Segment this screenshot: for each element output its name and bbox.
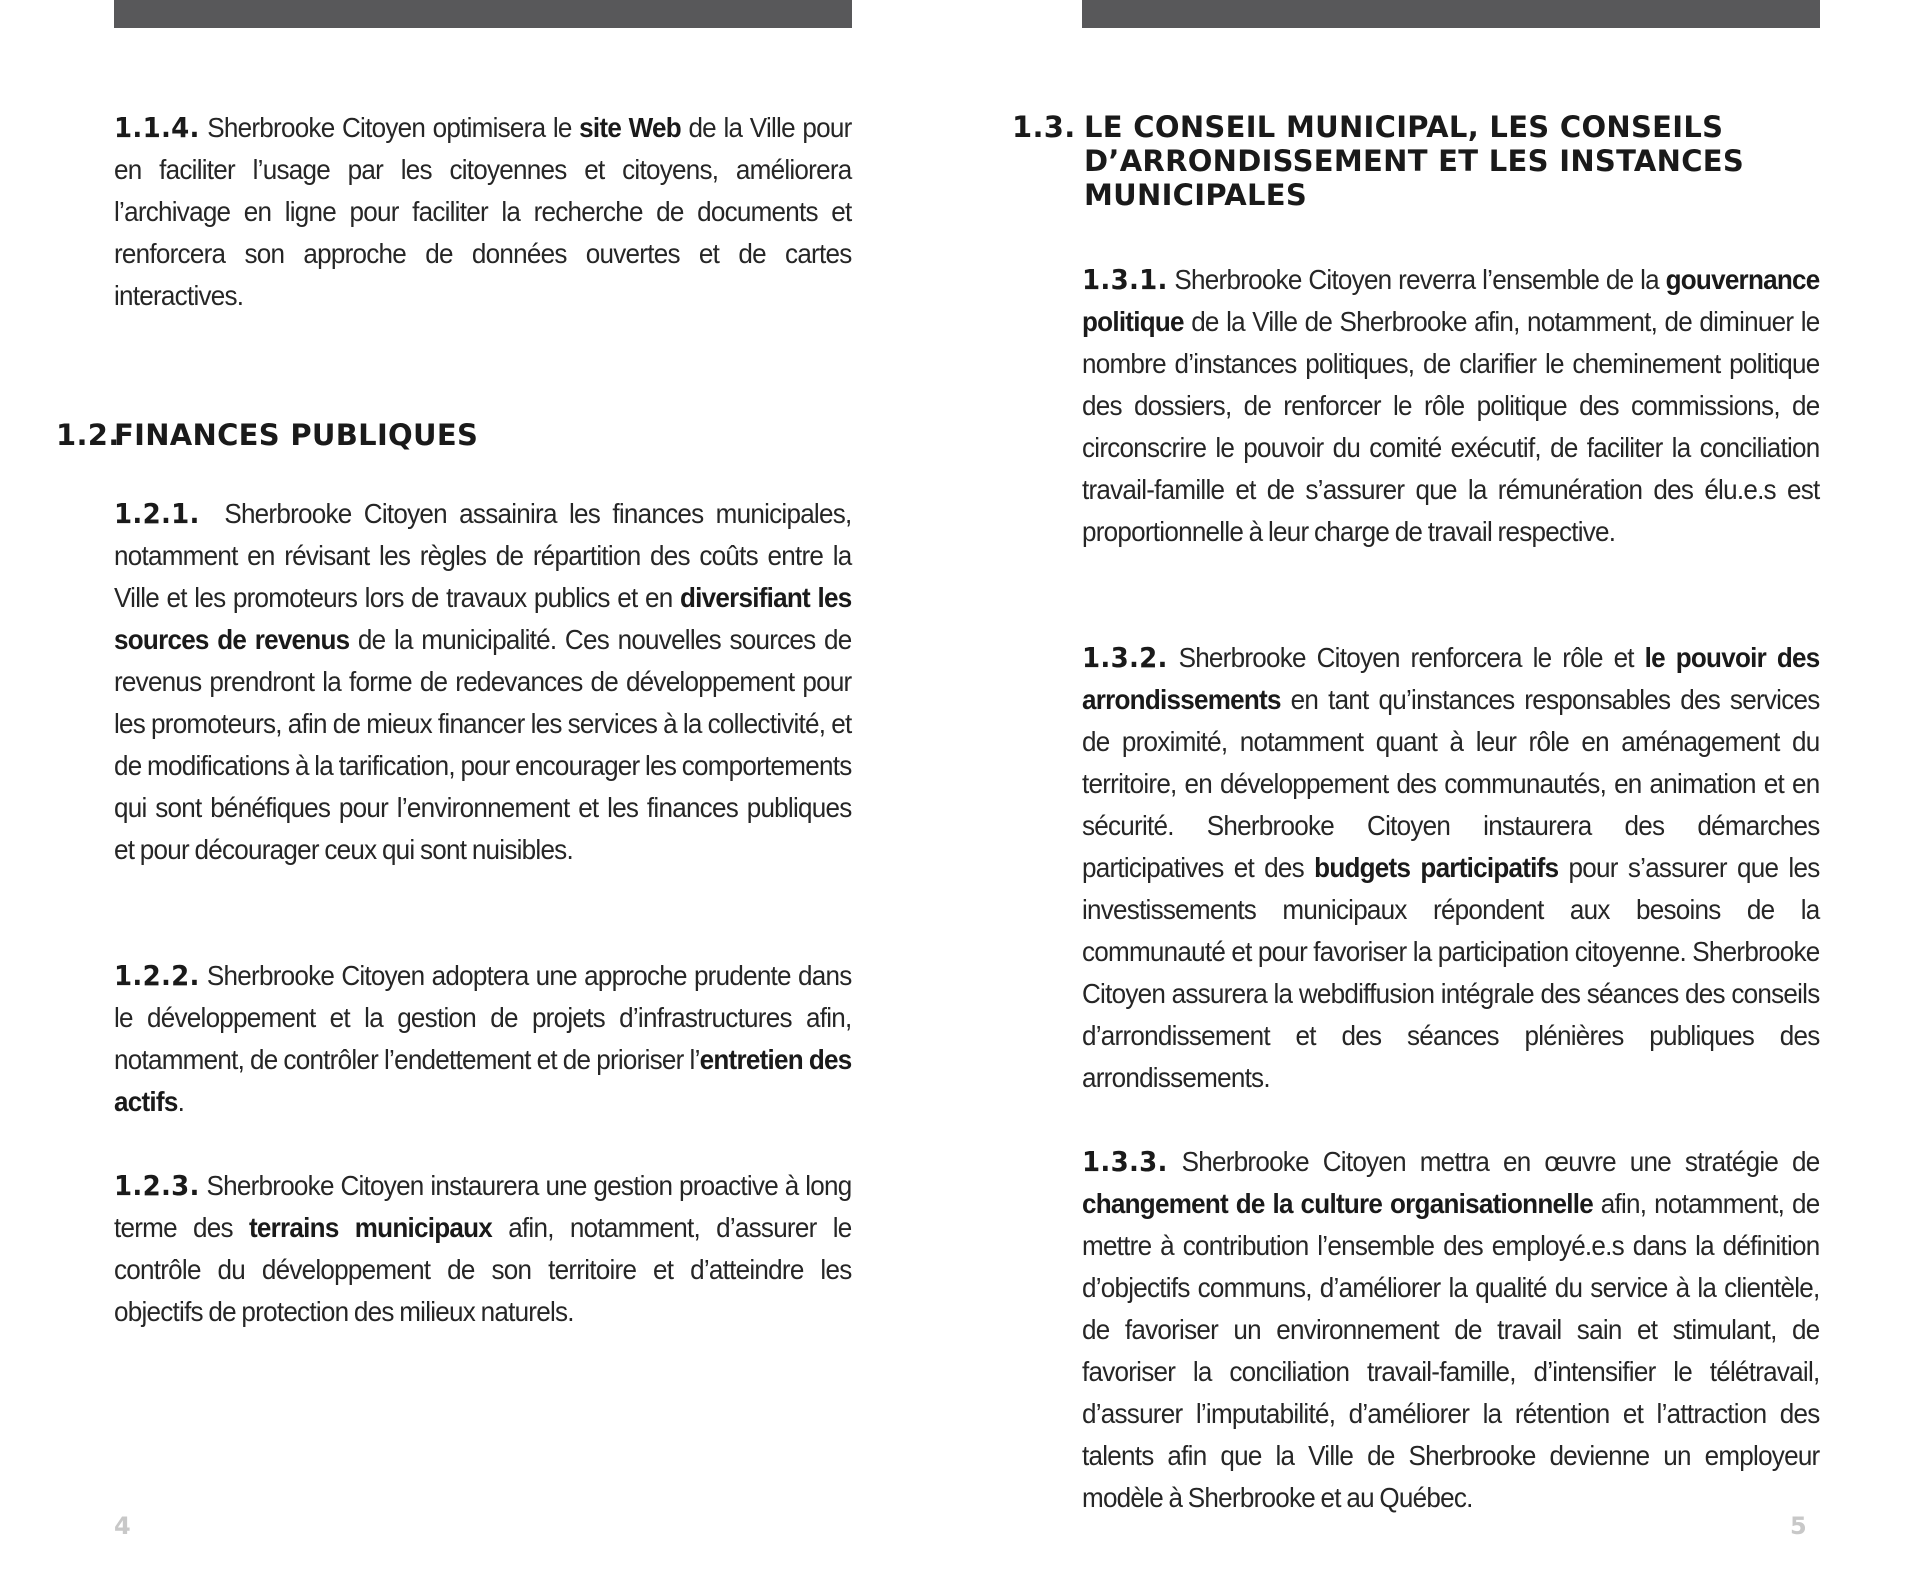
paragraph-1-2-1: 1.2.1. Sherbrooke Citoyen assainira les finances municipales, notamment en révisant les règles de répartition des coûts entre la Ville et les promoteurs lors de travaux publics et en diversifiant les sources de revenus de la municipalité. Ces nouvelles sources de revenus prendront la forme de redevances de développement pour les promoteurs, afin de mieux financer les services à la collectivité, et de modifications à la tarification, pour encourager les comportements qui sont bénéfiques pour l’environnement et les finances publiques et pour décourager ceux qui sont nuisibles. xyxy=(114,497,858,865)
paragraph-1-3-3: 1.3.3. Sherbrooke Citoyen mettra en œuvre une stratégie de changement de la culture organisationnelle afin, notamment, de mettre à contribution l’ensemble des employé.e.s dans la définition d’objectifs communs, d’améliorer la qualité du service à la clientèle, de favoriser un environnement de travail sain et stimulant, de favoriser la conciliation travail-famille, d’intensifier le télétravail, d’assurer l’imputabilité, d’améliorer la rétention et l’attraction des talents afin que la Ville de Sherbrooke devienne un employeur modèle à Sherbrooke et au Québec. xyxy=(1082,1145,1820,1513)
page-number-right: 5 xyxy=(1790,1512,1807,1540)
section-number: 1.3. xyxy=(1012,110,1076,144)
section-title-line-3: MUNICIPALES xyxy=(1084,178,1308,212)
section-number: 1.2. xyxy=(56,418,120,452)
page-number-left: 4 xyxy=(114,1512,131,1540)
section-title-line-1: LE CONSEIL MUNICIPAL, LES CONSEILS xyxy=(1084,110,1724,144)
paragraph-1-1-4: 1.1.4. Sherbrooke Citoyen optimisera le site Web de la Ville pour en faciliter l’usage par les citoyennes et citoyens, améliorera l’archivage en ligne pour faciliter la recherche de documents et renforcera son approche de données ouvertes et de cartes interactives. xyxy=(114,111,852,311)
paragraph-1-3-1: 1.3.1. Sherbrooke Citoyen reverra l’ensemble de la gouvernance politique de la Ville de Sherbrooke afin, notamment, de diminuer le nombre d’instances politiques, de clarifier le cheminement politique des dossiers, de renforcer le rôle politique des commissions, de circonscrire le pouvoir du comité exécutif, de faciliter la conciliation travail-famille et de s’assurer que la rémunération des élu.e.s est proportionnelle à leur charge de travail respective. xyxy=(1082,263,1820,547)
right-page-header-bar xyxy=(1082,0,1820,28)
paragraph-1-2-2: 1.2.2. Sherbrooke Citoyen adoptera une approche prudente dans le développement et la gestion de projets d’infrastructures afin, notamment, de contrôler l’endettement et de prioriser l’entretien des actifs. xyxy=(114,959,852,1117)
paragraph-1-2-3: 1.2.3. Sherbrooke Citoyen instaurera une gestion proactive à long terme des terrains municipaux afin, notamment, d’assurer le contrôle du développement de son territoire et d’atteindre les objectifs de protection des milieux naturels. xyxy=(114,1169,852,1327)
left-page-header-bar xyxy=(114,0,852,28)
paragraph-1-3-2: 1.3.2. Sherbrooke Citoyen renforcera le rôle et le pouvoir des arrondissements en tant qu’instances responsables des services de proximité, notamment quant à leur rôle en aménagement du territoire, en développement des communautés, en animation et en sécurité. Sherbrooke Citoyen instaurera des démarches participatives et des budgets participatifs pour s’assurer que les investissements municipaux répondent aux besoins de la communauté et pour favoriser la participation citoyenne. Sherbrooke Citoyen assurera la webdiffusion intégrale des séances des conseils d’arrondissement et des séances plénières publiques des arrondissements. xyxy=(1082,641,1820,1093)
section-title: FINANCES PUBLIQUES xyxy=(114,418,479,452)
section-title-line-2: D’ARRONDISSEMENT ET LES INSTANCES xyxy=(1084,144,1745,178)
